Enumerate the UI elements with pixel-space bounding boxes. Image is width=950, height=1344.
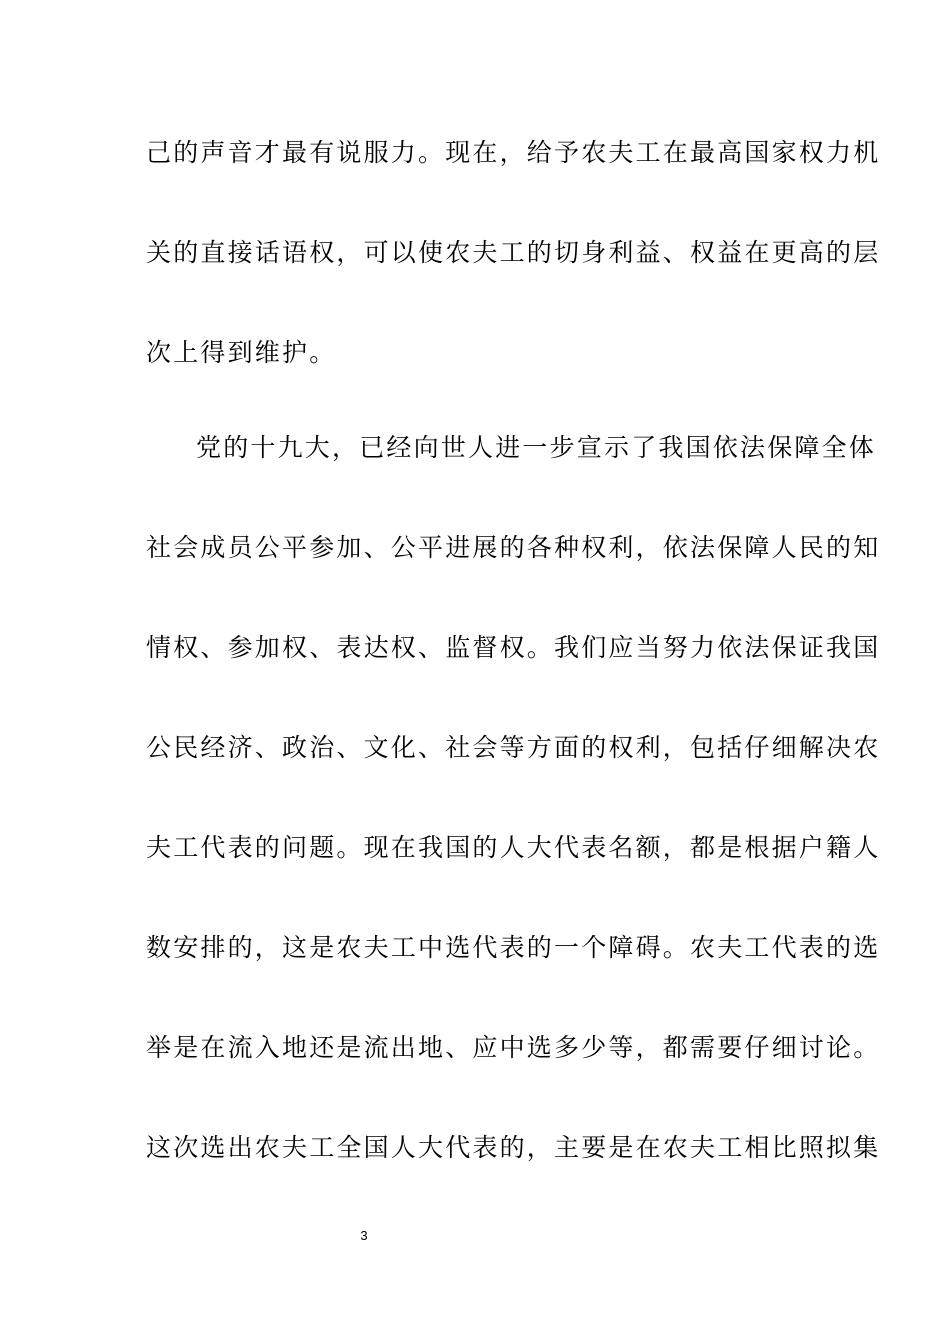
body-text-line: 数安排的，这是农夫工中选代表的一个障碍。农夫工代表的选 xyxy=(146,933,881,962)
paragraph-first-line: 党的十九大，已经向世人进一步宣示了我国依法保障全体 xyxy=(196,433,877,462)
body-text-line: 这次选出农夫工全国人大代表的，主要是在农夫工相比照拟集 xyxy=(146,1133,881,1162)
body-text-line: 己的声音才最有说服力。现在，给予农夫工在最高国家权力机 xyxy=(146,138,881,167)
body-text-line: 夫工代表的问题。现在我国的人大代表名额，都是根据户籍人 xyxy=(146,833,881,862)
page-number: 3 xyxy=(360,1228,368,1243)
body-text-line: 社会成员公平参加、公平进展的各种权利，依法保障人民的知 xyxy=(146,533,881,562)
body-text-line: 关的直接话语权，可以使农夫工的切身利益、权益在更高的层 xyxy=(146,238,881,267)
body-text-line: 次上得到维护。 xyxy=(146,338,337,367)
body-text-line: 情权、参加权、表达权、监督权。我们应当努力依法保证我国 xyxy=(146,633,881,662)
body-text-line: 公民经济、政治、文化、社会等方面的权利，包括仔细解决农 xyxy=(146,733,881,762)
body-text-line: 举是在流入地还是流出地、应中选多少等，都需要仔细讨论。 xyxy=(146,1033,881,1062)
